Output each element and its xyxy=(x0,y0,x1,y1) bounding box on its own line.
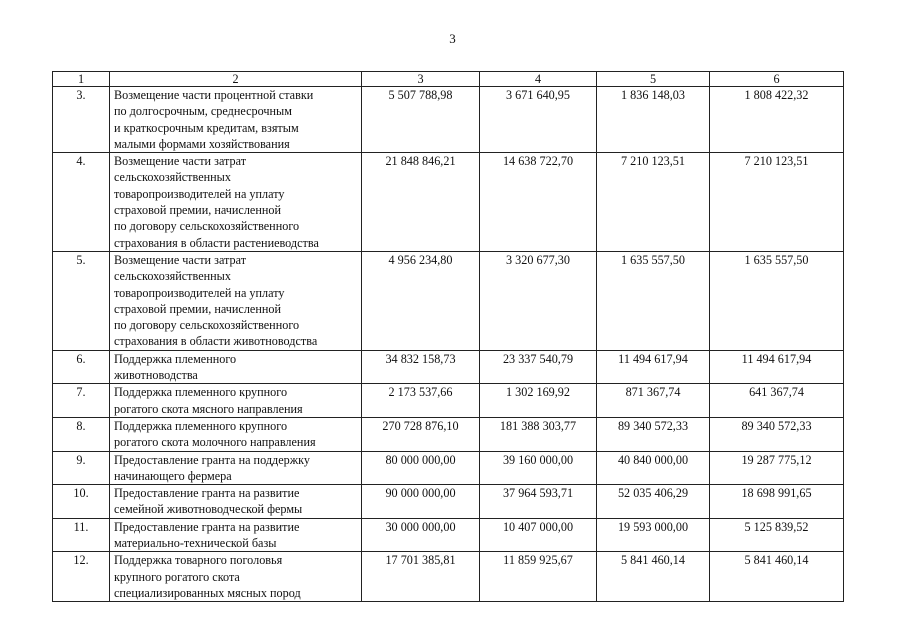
amount-cell: 5 507 788,98 xyxy=(362,87,480,153)
amount-cell: 1 836 148,03 xyxy=(597,87,710,153)
amount-cell: 40 840 000,00 xyxy=(597,451,710,485)
row-number-cell: 9. xyxy=(53,451,110,485)
table-row xyxy=(53,451,844,485)
amount-cell: 1 635 557,50 xyxy=(710,251,844,350)
amount-cell: 3 671 640,95 xyxy=(480,87,597,153)
column-number: 2 xyxy=(110,72,362,87)
amount-cell: 80 000 000,00 xyxy=(362,451,480,485)
table-body xyxy=(53,72,844,602)
measure-name-cell: Поддержка товарного поголовья крупного рогатого скота специализированных мясных пород xyxy=(110,552,362,602)
table-row xyxy=(53,485,844,519)
amount-cell: 270 728 876,10 xyxy=(362,417,480,451)
column-number: 6 xyxy=(710,72,844,87)
measure-name-cell: Предоставление гранта на развитие семейной животноводческой фермы xyxy=(110,485,362,519)
amount-cell: 1 808 422,32 xyxy=(710,87,844,153)
amount-cell: 11 494 617,94 xyxy=(597,350,710,384)
measure-name-cell: Предоставление гранта на поддержку начинающего фермера xyxy=(110,451,362,485)
measure-name-cell: Предоставление гранта на развитие материально-технической базы xyxy=(110,518,362,552)
row-number-cell: 4. xyxy=(53,153,110,252)
amount-cell: 18 698 991,65 xyxy=(710,485,844,519)
amount-cell: 19 593 000,00 xyxy=(597,518,710,552)
amount-cell: 17 701 385,81 xyxy=(362,552,480,602)
amount-cell: 5 841 460,14 xyxy=(597,552,710,602)
measure-name-cell: Поддержка племенного крупного рогатого скота мясного направления xyxy=(110,384,362,418)
column-number: 3 xyxy=(362,72,480,87)
amount-cell: 5 841 460,14 xyxy=(710,552,844,602)
amount-cell: 19 287 775,12 xyxy=(710,451,844,485)
column-number-row xyxy=(53,72,844,87)
table-row xyxy=(53,350,844,384)
amount-cell: 871 367,74 xyxy=(597,384,710,418)
measure-name-cell: Возмещение части затрат сельскохозяйственных товаропроизводителей на уплату страховой премии, начисленной по договору сельскохозяйственного страхования в области растениеводства xyxy=(110,153,362,252)
amount-cell: 30 000 000,00 xyxy=(362,518,480,552)
amount-cell: 641 367,74 xyxy=(710,384,844,418)
amount-cell: 37 964 593,71 xyxy=(480,485,597,519)
amount-cell: 89 340 572,33 xyxy=(710,417,844,451)
page-number: 3 xyxy=(449,31,456,46)
measure-name-cell: Поддержка племенного крупного рогатого скота молочного направления xyxy=(110,417,362,451)
amount-cell: 1 302 169,92 xyxy=(480,384,597,418)
amount-cell: 1 635 557,50 xyxy=(597,251,710,350)
row-number-cell: 11. xyxy=(53,518,110,552)
table-row xyxy=(53,153,844,252)
row-number-cell: 5. xyxy=(53,251,110,350)
amount-cell: 39 160 000,00 xyxy=(480,451,597,485)
table-row xyxy=(53,518,844,552)
amount-cell: 10 407 000,00 xyxy=(480,518,597,552)
table-row xyxy=(53,87,844,153)
column-number: 1 xyxy=(53,72,110,87)
amount-cell: 181 388 303,77 xyxy=(480,417,597,451)
amount-cell: 23 337 540,79 xyxy=(480,350,597,384)
amount-cell: 4 956 234,80 xyxy=(362,251,480,350)
measure-name-cell: Возмещение части затрат сельскохозяйственных товаропроизводителей на уплату страховой премии, начисленной по договору сельскохозяйственного страхования в области животноводства xyxy=(110,251,362,350)
table-row xyxy=(53,384,844,418)
column-number: 4 xyxy=(480,72,597,87)
row-number-cell: 7. xyxy=(53,384,110,418)
row-number-cell: 8. xyxy=(53,417,110,451)
column-number: 5 xyxy=(597,72,710,87)
table-row xyxy=(53,552,844,602)
measure-name-cell: Возмещение части процентной ставки по долгосрочным, среднесрочным и краткосрочным кредитам, взятым малыми формами хозяйствования xyxy=(110,87,362,153)
table-row xyxy=(53,251,844,350)
amount-cell: 52 035 406,29 xyxy=(597,485,710,519)
row-number-cell: 10. xyxy=(53,485,110,519)
row-number-cell: 12. xyxy=(53,552,110,602)
amount-cell: 5 125 839,52 xyxy=(710,518,844,552)
amount-cell: 7 210 123,51 xyxy=(710,153,844,252)
table-row xyxy=(53,417,844,451)
amount-cell: 21 848 846,21 xyxy=(362,153,480,252)
amount-cell: 3 320 677,30 xyxy=(480,251,597,350)
amount-cell: 11 859 925,67 xyxy=(480,552,597,602)
measure-name-cell: Поддержка племенного животноводства xyxy=(110,350,362,384)
row-number-cell: 3. xyxy=(53,87,110,153)
amount-cell: 14 638 722,70 xyxy=(480,153,597,252)
amount-cell: 11 494 617,94 xyxy=(710,350,844,384)
budget-table xyxy=(52,71,844,602)
amount-cell: 7 210 123,51 xyxy=(597,153,710,252)
amount-cell: 89 340 572,33 xyxy=(597,417,710,451)
amount-cell: 2 173 537,66 xyxy=(362,384,480,418)
amount-cell: 90 000 000,00 xyxy=(362,485,480,519)
amount-cell: 34 832 158,73 xyxy=(362,350,480,384)
row-number-cell: 6. xyxy=(53,350,110,384)
